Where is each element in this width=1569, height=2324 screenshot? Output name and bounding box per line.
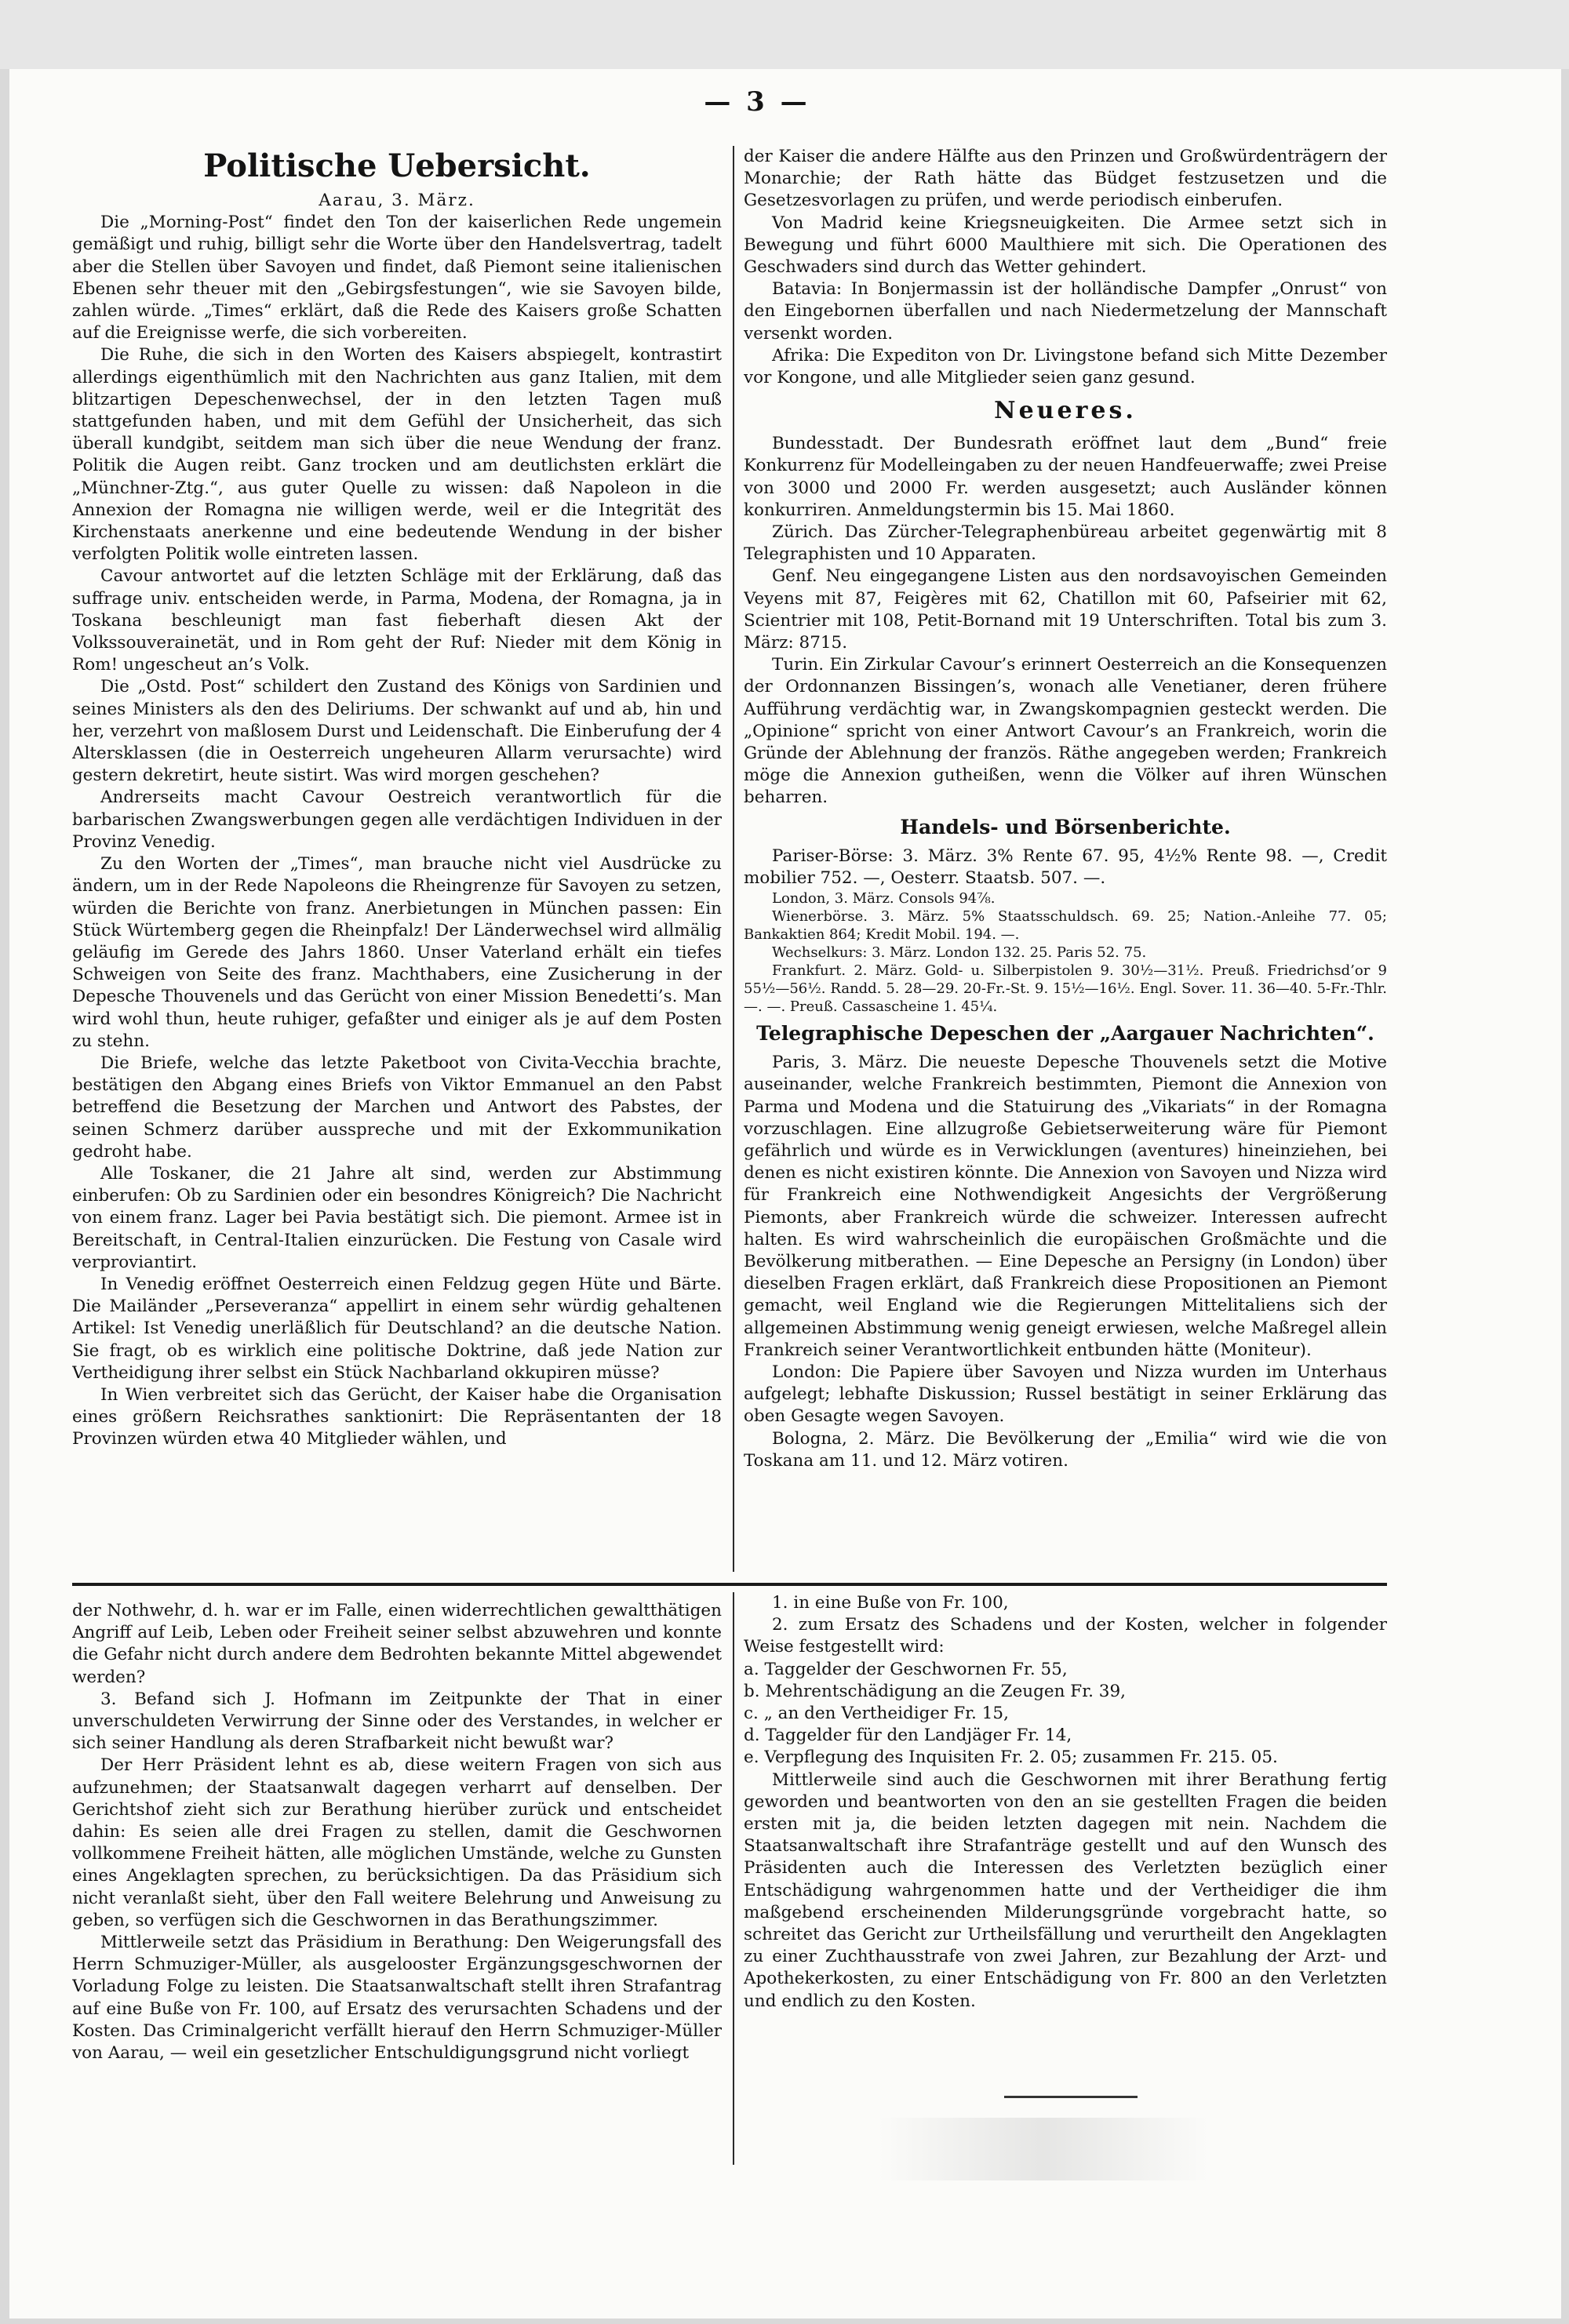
scan-top-margin — [0, 0, 1569, 69]
verdict-item: 2. zum Ersatz des Schadens und der Kosten, welcher in folgender Weise festgestellt wird: — [744, 1615, 1387, 1657]
article-paragraph: der Nothwehr, d. h. war er im Falle, einen widerrechtlichen gewaltthätigen Angriff auf Leib, Leben oder Freiheit seiner selbst abzuwehren und konnte die Gefahr nicht durch andere dem Bedrohten bekannte Mittel abgewendet werden? — [72, 1601, 722, 1687]
cost-item: b. Mehrentschädigung an die Zeugen Fr. 39, — [744, 1681, 1127, 1701]
article-paragraph: Die „Morning-Post“ findet den Ton der kaiserlichen Rede ungemein gemäßigt und ruhig, billigt sehr die Worte über den Handelsvertrag, tadelt aber die Stellen über Savoyen und findet, daß Piemont seine italienischen Ebenen sehr theuer mit den „Gebirgsfestungen“, wie sie Savoyen bilde, zahlen würde. „Times“ erklärt, daß die Rede des Kaisers große Schatten auf die Ereignisse werfe, die sich vorbereiten. — [72, 213, 722, 344]
article-paragraph: Bologna, 2. März. Die Bevölkerung der „Emilia“ wird wie die von Toskana am 11. und 12. März votiren. — [744, 1428, 1387, 1471]
section-divider — [72, 1583, 1387, 1586]
article-paragraph: Alle Toskaner, die 21 Jahre alt sind, werden zur Abstimmung einberufen: Ob zu Sardinien oder ein besondres Königreich? Die Nachricht von einem franz. Lager bei Pavia bestätigt sich. Die piemont. Armee ist in Bereitschaft, in Central-Italien einzurücken. Die Festung von Casale wird verproviantirt. — [72, 1163, 722, 1272]
verdict-item: 1. in eine Buße von Fr. 100, — [772, 1593, 1009, 1613]
market-report: London, 3. März. Consols 94⅞. — [772, 890, 996, 907]
article-paragraph: In Wien verbreitet sich das Gerücht, der Kaiser habe die Organisation eines größern Reichsrathes sanktionirt: Die Repräsentanten der 18 Provinzen würden etwa 40 Mitglieder wählen, und — [72, 1384, 722, 1449]
column-court-verdict — [744, 1592, 1387, 2102]
end-rule — [1004, 2096, 1138, 2098]
article-paragraph: Von Madrid keine Kriegsneuigkeiten. Die Armee setzt sich in Bewegung und führt 6000 Maulthiere mit sich. Die Operationen des Geschwaders sind durch das Wetter gehindert. — [744, 213, 1387, 278]
article-paragraph: Turin. Ein Zirkular Cavour’s erinnert Oesterreich an die Konsequenzen der Ordonnanzen Bissingen’s, wonach alle Venetianer, deren frühere Aufführung verdächtig war, in Zwangskompagnien gesteckt werden. Die „Opinione“ spricht von einer Antwort Cavour’s an Frankreich, worin die Gründe der Ablehnung der französ. Räthe angegeben werden; Frankreich möge die Annexion gutheißen, wenn die Völker auf ihren Wünschen beharren. — [744, 655, 1387, 808]
article-paragraph: Genf. Neu eingegangene Listen aus den nordsavoyischen Gemeinden Veyens mit 87, Feigères mit 62, Chatillon mit 60, Pafseirier mit 62, Scientrier mit 108, Petit-Bornand mit 19 Unterschriften. Total bis zum 3. März: 8715. — [744, 566, 1387, 653]
cost-item: a. Taggelder der Geschwornen Fr. 55, — [744, 1659, 1068, 1679]
market-report: Frankfurt. 2. März. Gold- u. Silberpistolen 9. 30½—31½. Preuß. Friedrichsd’or 9 55½—56½. Randd. 5. 28—29. 20-Fr.-St. 9. 15½—16½. Engl. Sover. 11. 36—40. 5-Fr.-Thlr. —. —. Preuß. Cassascheine 1. 45¼. — [744, 962, 1387, 1016]
market-report: Wechselkurs: 3. März. London 132. 25. Paris 52. 75. — [772, 944, 1147, 962]
article-paragraph: Die Ruhe, die sich in den Worten des Kaisers abspiegelt, kontrastirt allerdings eigenthümlich mit den Nachrichten aus ganz Italien, mit dem blitzartigen Depeschenwechsel, der in den letzten Tagen muß stattgefunden haben, und mit dem Gefühl der Unsicherheit, das sich überall kundgibt, seitdem man sich über die neue Wendung der franz. Politik die Augen reibt. Ganz trocken und am deutlichsten erklärt die „Münchner-Ztg.“, aus guter Quelle zu wissen: daß Napoleon in die Annexion der Romagna nie willigen werde, weil er die Integrität des Kirchenstaats anerkenne und eine bedeutende Wendung in der bisher verfolgten Politik wolle eintreten lassen. — [72, 345, 722, 565]
column-news — [744, 146, 1387, 1573]
market-report: Wienerbörse. 3. März. 5% Staatsschuldsch. 69. 25; Nation.-Anleihe 77. 05; Bankaktien 864; Kredit Mobil. 194. —. — [744, 908, 1387, 944]
print-smudge — [879, 2118, 1208, 2180]
article-paragraph: Andrerseits macht Cavour Oestreich verantwortlich für die barbarischen Zwangswerbungen gegen alle verdächtigen Individuen in der Provinz Venedig. — [72, 787, 722, 852]
section-heading-neueres: Neueres. — [994, 397, 1137, 425]
article-paragraph: Die Briefe, welche das letzte Paketboot von Civita-Vecchia brachte, bestätigen den Abgang eines Briefs von Viktor Emmanuel an den Pabst betreffend die Besetzung der Marchen und Antwort des Pabstes, der seinen Schmerz darüber ausspreche und mit der Exkommunikation gedroht habe. — [72, 1053, 722, 1162]
article-paragraph: London: Die Papiere über Savoyen und Nizza wurden im Unterhaus aufgelegt; lebhafte Diskussion; Russel bestätigt in seiner Erklärung das oben Gesagte wegen Savoyen. — [744, 1362, 1387, 1427]
column-politics — [72, 146, 722, 1573]
article-paragraph: Bundesstadt. Der Bundesrath eröffnet laut dem „Bund“ freie Konkurrenz für Modelleingaben zu der neuen Handfeuerwaffe; zwei Preise von 3000 und 2000 Fr. werden ausgesetzt; auch Ausländer können konkurriren. Anmeldungstermin bis 15. Mai 1860. — [744, 434, 1387, 520]
article-paragraph: Paris, 3. März. Die neueste Depesche Thouvenels setzt die Motive auseinander, welche Frankreich bestimmten, Piemont die Annexion von Parma und Modena und die Statuirung des „Vikariats“ in der Romagna vorzuschlagen. Eine allzugroße Gebietserweiterung wäre für Piemont gefährlich und würde es in Verwicklungen (aventures) hineinziehen, bei denen es nicht existiren könnte. Die Annexion von Savoyen und Nizza wird für Frankreich eine Nothwendigkeit Angesichts der Vergrößerung Piemonts, aber Frankreich würde die schweizer. Interessen aufrecht halten. Es wird wahrscheinlich die europäischen Großmächte und die Bevölkerung mitberathen. — Eine Depesche an Persigny (in London) über dieselben Fragen erklärt, daß Frankreich diese Propositionen an Piemont gemacht, weil England wie die Regierungen Mittelitaliens sich der allgemeinen Abstimmung wenig geneigt erwiesen, welche Maßregel allein Frankreich seiner Verantwortlichkeit entbunden hätte (Moniteur). — [744, 1053, 1387, 1360]
page-number: — 3 — — [704, 86, 810, 118]
article-paragraph: Afrika: Die Expediton von Dr. Livingstone befand sich Mitte Dezember vor Kongone, und alle Mitglieder seien ganz gesund. — [744, 345, 1387, 388]
section-heading-telegraph: Telegraphische Depeschen der „Aargauer Nachrichten“. — [756, 1022, 1374, 1046]
article-paragraph: Zu den Worten der „Times“, man brauche nicht viel Ausdrücke zu ändern, um in der Rede Napoleons die Rheingrenze für Savoyen zu setzen, würden die Berichte von franz. Anerbietungen in München passen: Ein Stück Würtemberg gegen die Rheinpfalz! Der Länderwechsel wird allmälig geläufig im Gerede des Jahrs 1860. Unser Vaterland erhält ein tiefes Schweigen von Seite des franz. Machthabers, eine Zusicherung in der Depesche Thouvenels und das Gerücht von einer Mission Benedetti’s. Man wird wohl thun, heute ruhiger, gefaßter und einiger als je auf dem Posten zu stehn. — [72, 854, 722, 1051]
article-paragraph: In Venedig eröffnet Oesterreich einen Feldzug gegen Hüte und Bärte. Die Mailänder „Perseveranza“ appellirt in einem sehr würdig gehaltenen Artikel: Ist Venedig unerläßlich für Deutschland? an die deutsche Nation. Sie fragt, ob es wirklich eine politische Doktrine, daß jede Nation zur Vertheidigung ihrer selbst ein Stück Nachbarland okkupiren müsse? — [72, 1274, 722, 1383]
column-divider — [733, 146, 734, 1572]
article-paragraph: Der Herr Präsident lehnt es ab, diese weitern Fragen von sich aus aufzunehmen; der Staatsanwalt dagegen verharrt auf denselben. Der Gerichtshof zieht sich zur Berathung hierüber zurück und entscheidet dahin: Es seien alle drei Fragen zu stellen, damit die Geschwornen vollkommene Freiheit hätten, alle möglichen Umstände, welche zu Gunsten eines Angeklagten sprechen, zu berücksichtigen. Da das Präsidium sich nicht veranlaßt sieht, über den Fall weitere Belehrung und Anweisung zu geben, so verfügen sich die Geschwornen in das Berathungszimmer. — [72, 1755, 722, 1930]
article-paragraph: der Kaiser die andere Hälfte aus den Prinzen und Großwürdenträgern der Monarchie; der Rath hätte das Büdget festzusetzen und die Gesetzesvorlagen zu prüfen, und werde periodisch einberufen. — [744, 147, 1387, 211]
article-paragraph: Die „Ostd. Post“ schildert den Zustand des Königs von Sardinien und seines Ministers als den des Deliriums. Der schwankt auf und ab, hin und her, verzehrt von maßlosem Durst und Leidenschaft. Die Einberufung der 4 Altersklassen (die in Oesterreich ungeheuren Allarm verursachte) wird gestern dekretirt, heute sistirt. Was wird morgen geschehen? — [72, 677, 722, 786]
article-paragraph: 3. Befand sich J. Hofmann im Zeitpunkte der That in einer unverschuldeten Verwirrung der Sinne oder des Verstandes, in welcher er sich seiner Handlung als deren Strafbarkeit nicht bewußt war? — [72, 1689, 722, 1754]
dateline: Aarau, 3. März. — [319, 191, 475, 210]
column-court-report — [72, 1600, 722, 2149]
article-paragraph: Mittlerweile sind auch die Geschwornen mit ihrer Berathung fertig geworden und beantworten von den an sie gestellten Fragen die beiden ersten mit ja, die beiden letzten dagegen mit nein. Nachdem die Staatsanwaltschaft ihre Strafanträge gestellt und auf den Wunsch des Präsidenten auch die Interessen des Verletzten bezüglich einer Entschädigung wahrgenommen hatte und der Vertheidiger die ihm maßgebend erscheinenden Milderungsgründe vorgebracht hatte, so schreitet das Gericht zur Urtheilsfällung und verurtheilt den Angeklagten zu einer Zuchthausstrafe von zwei Jahren, zur Bezahlung der Arzt- und Apothekerkosten, zu einer Entschädigung von Fr. 800 an den Verletzten und endlich zu den Kosten. — [744, 1769, 1387, 2011]
cost-item: c. „ an den Vertheidiger Fr. 15, — [744, 1704, 1009, 1724]
article-paragraph: Mittlerweile setzt das Präsidium in Berathung: Den Weigerungsfall des Herrn Schmuziger-Müller, als ausgelooster Ergänzungsgeschwornen der Vorladung Folge zu leisten. Die Staatsanwaltschaft stellt ihren Strafantrag auf eine Buße von Fr. 100, auf Ersatz des verursachten Schadens und der Kosten. Das Criminalgericht verfällt hierauf den Herrn Schmuziger-Müller von Aarau, — weil ein gesetzlicher Entschuldigungsgrund nicht vorliegt — [72, 1933, 722, 2064]
cost-item: d. Taggelder für den Landjäger Fr. 14, — [744, 1726, 1072, 1746]
market-report: Pariser-Börse: 3. März. 3% Rente 67. 95, 4½% Rente 98. —, Credit mobilier 752. —, Oesterr. Staatsb. 507. —. — [744, 846, 1387, 888]
article-paragraph: Cavour antwortet auf die letzten Schläge mit der Erklärung, daß das suffrage univ. entscheiden werde, in Parma, Modena, der Romagna, ja in Toskana beschleunigt man fast fieberhaft diesen Akt der Volkssouverainetät, und in Rom geht der Ruf: Nieder mit dem König in Rom! ungescheut an’s Volk. — [72, 566, 722, 675]
section-heading-politics: Politische Uebersicht. — [203, 147, 591, 184]
article-paragraph: Zürich. Das Zürcher-Telegraphenbüreau arbeitet gegenwärtig mit 8 Telegraphisten und 10 Apparaten. — [744, 522, 1387, 565]
column-divider — [733, 1592, 734, 2165]
cost-item: e. Verpflegung des Inquisiten Fr. 2. 05; zusammen Fr. 215. 05. — [744, 1748, 1278, 1768]
article-paragraph: Batavia: In Bonjermassin ist der holländische Dampfer „Onrust“ von den Eingebornen überfallen und nach Niedermetzelung der Mannschaft versenkt worden. — [744, 279, 1387, 344]
section-heading-boerse: Handels- und Börsenberichte. — [900, 815, 1231, 838]
